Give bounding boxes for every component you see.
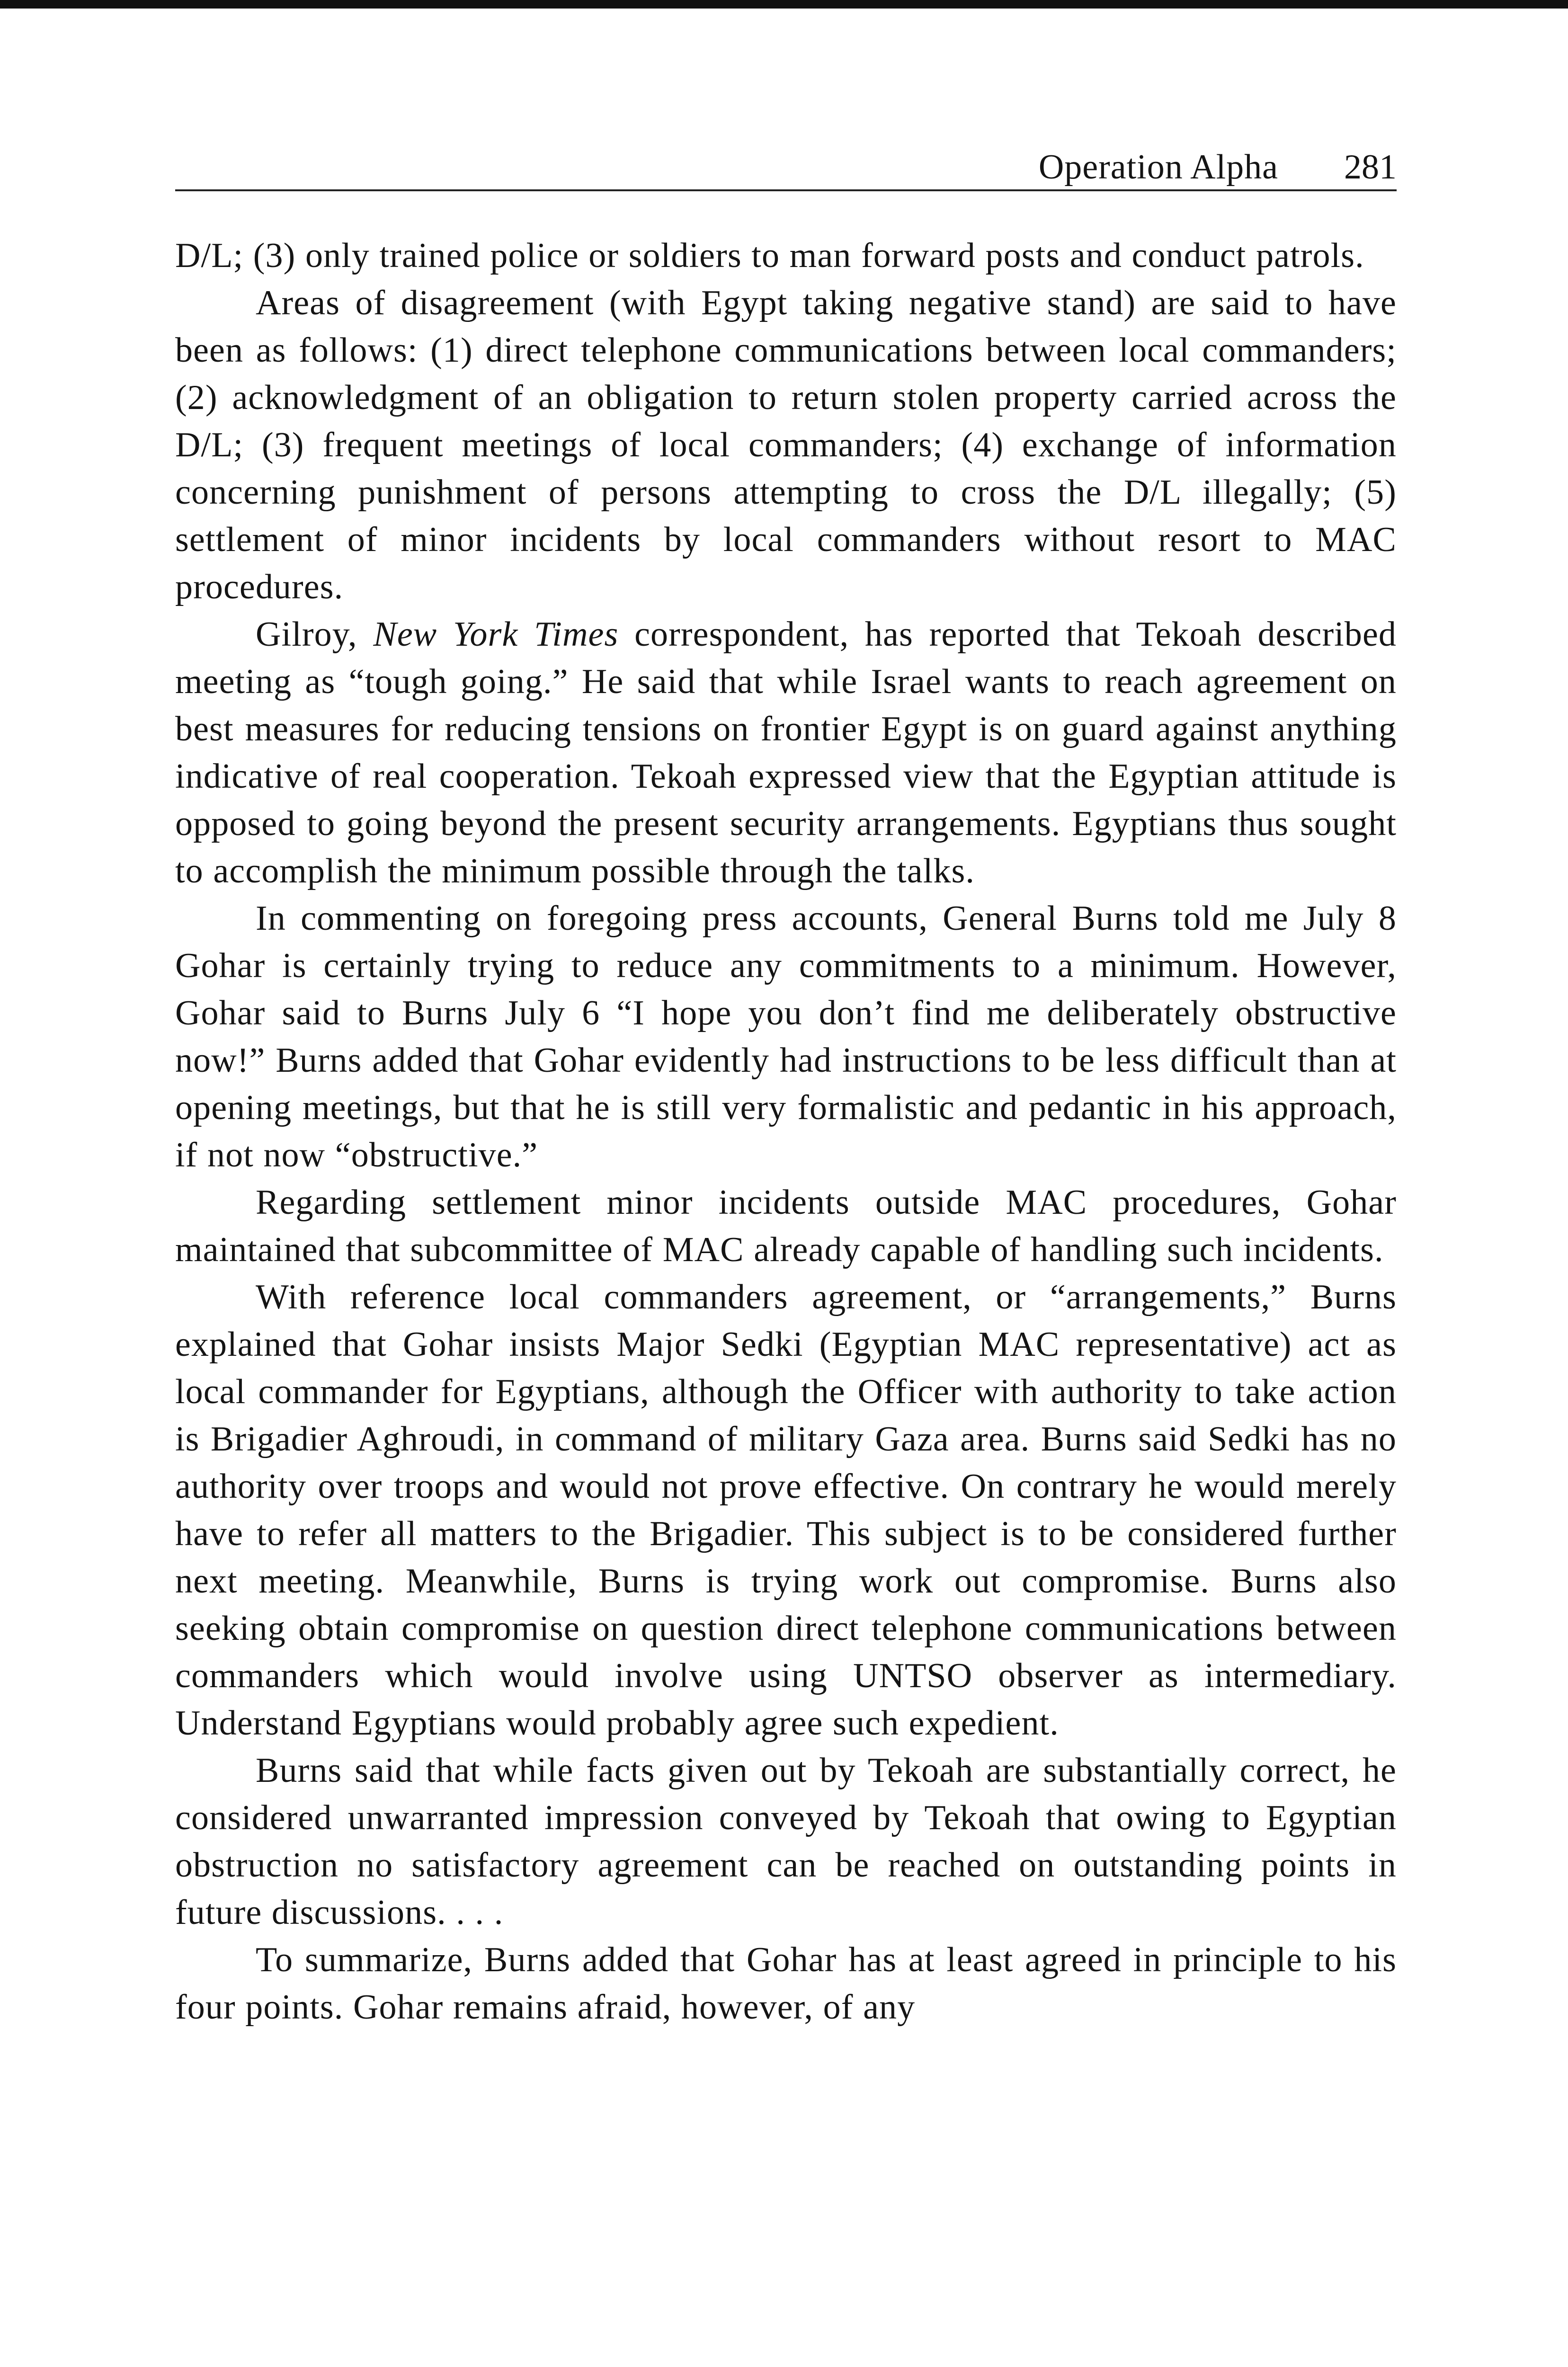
scan-top-edge [0,0,1568,9]
page-number: 281 [1344,148,1397,187]
paragraph: Areas of disagreement (with Egypt taking negative stand) are said to have been as follows: (1) direct telephone communications between local commanders; (2) acknowledgment of an obligation to return stolen property carried across the D/L; (3) frequent meetings of local commanders; (4) exchange of information concerning punishment of persons attempting to cross the D/L illegally; (5) settlement of minor incidents by local commanders without resort to MAC procedures. [175,284,1397,606]
body-text [175,232,1397,2031]
paragraph-text: Gilroy, [256,615,374,654]
paragraph [175,611,1397,895]
newspaper-title: New York Times [373,615,619,654]
paragraph: Regarding settlement minor incidents outside MAC procedures, Gohar maintained that subcommittee of MAC already capable of handling such incidents. [175,1183,1397,1269]
page-header [175,142,1397,191]
paragraph: In commenting on foregoing press accounts, General Burns told me July 8 Gohar is certainly trying to reduce any commitments to a minimum. However, Gohar said to Burns July 6 “I hope you don’t find me deliberately obstructive now!” Burns added that Gohar evidently had instructions to be less difficult than at opening meetings, but that he is still very formalistic and pedantic in his approach, if not now “obstructive.” [175,899,1397,1175]
paragraph: D/L; (3) only trained police or soldiers to man forward posts and conduct patrols. [175,236,1364,275]
paragraph: With reference local commanders agreement, or “arrangements,” Burns explained that Gohar insists Major Sedki (Egyptian MAC representative) act as local commander for Egyptians, although the Officer with authority to take action is Brigadier Aghroudi, in command of military Gaza area. Burns said Sedki has no authority over troops and would not prove effective. On contrary he would merely have to refer all matters to the Brigadier. This subject is to be considered further next meeting. Meanwhile, Burns is trying work out compromise. Burns also seeking obtain compromise on question direct telephone communications between commanders which would involve using UNTSO observer as intermediary. Understand Egyptians would probably agree such expedient. [175,1278,1397,1743]
running-title: Operation Alpha [1038,148,1278,187]
paragraph-text: correspondent, has reported that Tekoah described meeting as “tough going.” He said that while Israel wants to reach agreement on best measures for reducing tensions on frontier Egypt is on guard against anything indicative of real cooperation. Tekoah expressed view that the Egyptian attitude is opposed to going beyond the present security arrangements. Egyptians thus sought to accomplish the minimum possible through the talks. [175,615,1397,890]
paragraph: To summarize, Burns added that Gohar has at least agreed in principle to his four points. Gohar remains afraid, however, of any [175,1940,1397,2027]
paragraph: Burns said that while facts given out by Tekoah are substantially correct, he considered unwarranted impression conveyed by Tekoah that owing to Egyptian obstruction no satisfactory agreement can be reached on outstanding points in future discussions. . . . [175,1751,1397,1932]
